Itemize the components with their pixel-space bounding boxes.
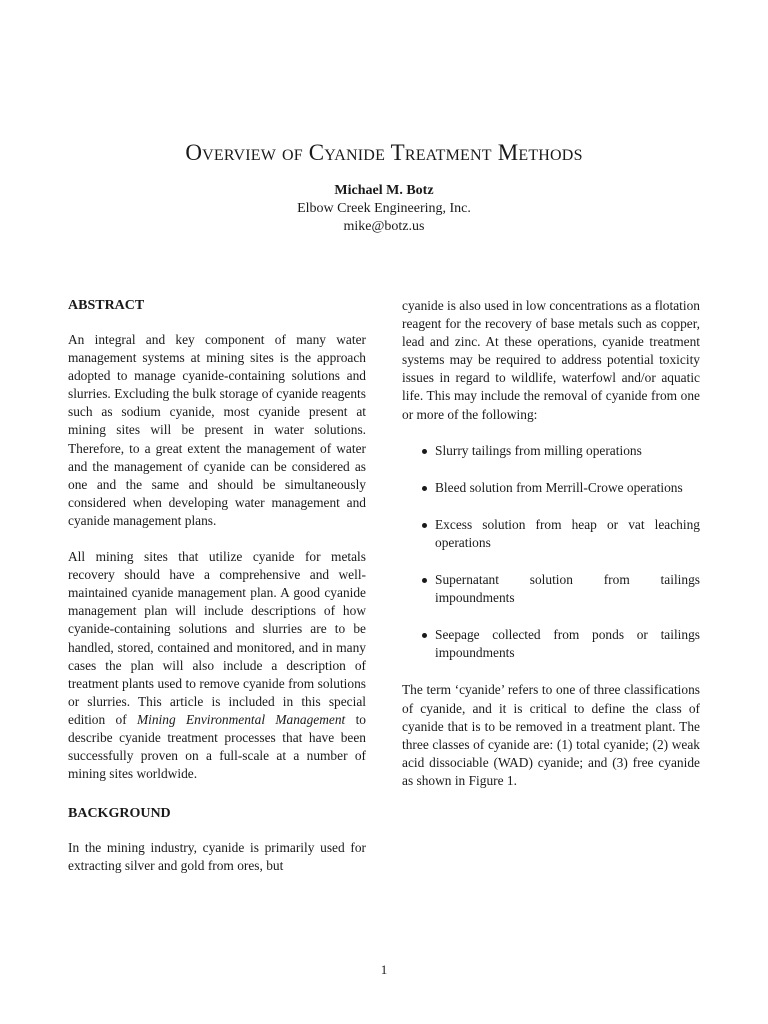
list-item-text: Slurry tailings from milling operations (435, 442, 642, 458)
list-item-text: Supernatant solution from tailings impoundments (435, 572, 700, 606)
abstract-paragraph-2-start: All mining sites that utilize cyanide for metals recovery should have a comprehensive and well-maintained cyanide management plan. A good cyanide management plan will include descriptions of how cyanide-containing solutions and slurries are to be handled, stored, contained and monitored, and in many cases the plan will also include a description of treatment plants used to remove cyanide from solutions or slurries. This article is included in this special edition of (68, 549, 366, 727)
list-item (402, 626, 700, 662)
abstract-paragraph-2 (68, 548, 366, 783)
list-item-text: Bleed solution from Merrill-Crowe operations (435, 479, 683, 495)
publication-name: Mining Environmental Management (136, 711, 346, 727)
bullet-icon (422, 486, 427, 491)
author-name: Michael M. Botz (334, 183, 434, 198)
bullet-icon (422, 449, 427, 454)
list-item-text: Seepage collected from ponds or tailings impoundments (435, 627, 700, 661)
abstract-heading: ABSTRACT (68, 298, 145, 313)
abstract-paragraph-2-end: to describe cyanide treatment processes that have been successfully proven on a full-scale at a number of mining sites worldwide. (68, 711, 367, 782)
bullet-icon (422, 633, 427, 638)
list-item (402, 516, 700, 552)
list-item (402, 479, 700, 497)
background-paragraph-1: In the mining industry, cyanide is primarily used for extracting silver and gold from ores, but (68, 840, 366, 874)
bullet-icon (422, 523, 427, 528)
author-affiliation: Elbow Creek Engineering, Inc. (297, 201, 471, 216)
background-paragraph-2: The term ‘cyanide’ refers to one of three classifications of cyanide, and it is critical to define the class of cyanide that is to be removed in a treatment plant. The three classes of cyanide are: (1) total cyanide; (2) weak acid dissociable (WAD) cyanide; and (3) free cyanide as shown in Figure 1. (402, 682, 700, 788)
author-email: mike@botz.us (343, 219, 425, 234)
page-number: 1 (380, 962, 388, 977)
background-paragraph-1-continued: cyanide is also used in low concentrations as a flotation reagent for the recovery of base metals such as copper, lead and zinc. At these operations, cyanide treatment systems may be required to address potential toxicity issues in regard to wildlife, waterfowl and/or aquatic life. This may include the removal of cyanide from one or more of the following: (402, 298, 700, 422)
list-item-text: Excess solution from heap or vat leaching operations (435, 516, 700, 550)
right-column (402, 297, 700, 808)
list-item (402, 442, 700, 460)
list-item (402, 571, 700, 607)
background-heading: BACKGROUND (68, 806, 171, 822)
abstract-paragraph-1: An integral and key component of many water management systems at mining sites is the approach adopted to manage cyanide-containing solutions and slurries. Excluding the bulk storage of cyanide reagents such as sodium cyanide, most cyanide present at mining sites will be present in water solutions. Therefore, to a great extent the management of water and the management of cyanide can be considered as one and the same and should be simultaneously considered when developing water management and cyanide management plans. (68, 332, 366, 528)
bullet-icon (422, 578, 427, 583)
paper-title: Overview of Cyanide Treatment Methods (185, 140, 583, 165)
cyanide-source-list (402, 442, 700, 663)
left-column (68, 297, 366, 893)
